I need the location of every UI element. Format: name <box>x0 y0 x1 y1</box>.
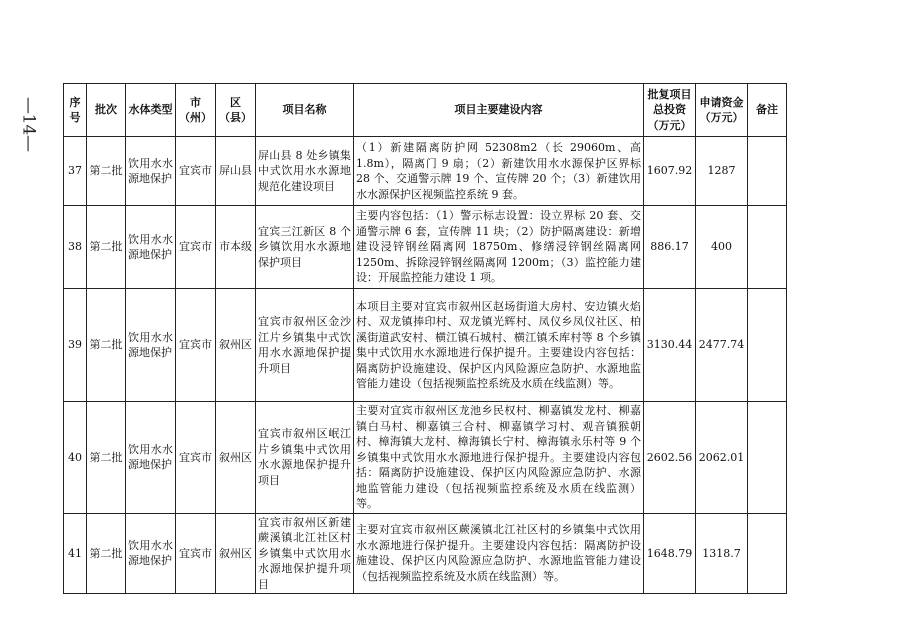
table-header-row <box>64 84 787 137</box>
cell-district: 叙州区 <box>216 289 256 402</box>
cell-no: 39 <box>64 289 87 402</box>
cell-approved-investment: 886.17 <box>644 206 696 289</box>
header-batch: 批次 <box>87 84 126 137</box>
cell-content: 本项目主要对宜宾市叙州区赵场街道大房村、安边镇火焰村、双龙镇捧印村、双龙镇光辉村、凤仪乡凤仪社区、柏溪街道武安村、横江镇石城村、横江镇禾库村等 8 个乡镇集中式饮用水水源地进行保护提升。主要建设内容包括：隔离防护设施建设、保护区内风险源应急防护、水源地监管能力建设（包括视频监控系统及水质在线监测）等。 <box>354 289 644 402</box>
cell-remarks <box>748 137 787 206</box>
table-row <box>64 513 787 594</box>
cell-content: 主要内容包括：（1）警示标志设置：设立界标 20 套、交通警示牌 6 套，宣传牌 11 块；（2）防护隔离建设：新增建设浸锌钢丝隔离网 18750m、修缮浸锌钢丝隔离网 1250m、拆除浸锌钢丝隔离网 1200m；（3）监控能力建设：开展监控能力建设 1 项。 <box>354 206 644 289</box>
cell-project-name: 宜宾市叙州区金沙江片乡镇集中式饮用水水源地保护提升项目 <box>256 289 354 402</box>
cell-project-name: 宜宾三江新区 8 个乡镇饮用水水源地保护项目 <box>256 206 354 289</box>
cell-approved-investment: 2602.56 <box>644 402 696 514</box>
cell-city: 宜宾市 <box>176 289 216 402</box>
cell-no: 37 <box>64 137 87 206</box>
header-city: 市（州） <box>176 84 216 137</box>
cell-content: （1）新建隔离防护网 52308m2（长 29060m、高 1.8m），隔离门 9 扇；（2）新建饮用水水源保护区界标 28 个、交通警示牌 19 个、宣传牌 20 个；（3）新建饮用水水源保护区视频监控系统 9 套。 <box>354 137 644 206</box>
table-row <box>64 137 787 206</box>
cell-batch: 第二批 <box>87 206 126 289</box>
cell-requested-funds: 400 <box>696 206 748 289</box>
cell-city: 宜宾市 <box>176 206 216 289</box>
cell-approved-investment: 1607.92 <box>644 137 696 206</box>
cell-requested-funds: 2062.01 <box>696 402 748 514</box>
cell-project-name: 宜宾市叙州区岷江片乡镇集中式饮用水水源地保护提升项目 <box>256 402 354 514</box>
header-district: 区（县） <box>216 84 256 137</box>
cell-project-name: 宜宾市叙州区新建蕨溪镇北江社区村乡镇集中式饮用水水源地保护提升项目 <box>256 513 354 594</box>
cell-water-type: 饮用水水源地保护 <box>126 206 176 289</box>
cell-city: 宜宾市 <box>176 513 216 594</box>
cell-district: 叙州区 <box>216 513 256 594</box>
table-row <box>64 206 787 289</box>
cell-city: 宜宾市 <box>176 402 216 514</box>
cell-district: 市本级 <box>216 206 256 289</box>
cell-water-type: 饮用水水源地保护 <box>126 513 176 594</box>
cell-approved-investment: 1648.79 <box>644 513 696 594</box>
cell-no: 41 <box>64 513 87 594</box>
page-number-value: 14 <box>18 113 39 136</box>
header-remarks: 备注 <box>748 84 787 137</box>
cell-water-type: 饮用水水源地保护 <box>126 289 176 402</box>
cell-project-name: 屏山县 8 处乡镇集中式饮用水水源地规范化建设项目 <box>256 137 354 206</box>
cell-no: 38 <box>64 206 87 289</box>
table-row <box>64 402 787 514</box>
cell-content: 主要对宜宾市叙州区龙池乡民权村、柳嘉镇发龙村、柳嘉镇白马村、柳嘉镇三合村、柳嘉镇学习村、观音镇猴朝村、樟海镇大龙村、樟海镇长宁村、樟海镇永乐村等 9 个乡镇集中式饮用水水源地进行保护提升。主要建设内容包括：隔离防护设施建设、保护区内风险源应急防护、水源地监管能力建设（包括视频监控系统及水质在线监测）等。 <box>354 402 644 514</box>
cell-water-type: 饮用水水源地保护 <box>126 137 176 206</box>
header-requested-funds: 申请资金（万元） <box>696 84 748 137</box>
header-water-type: 水体类型 <box>126 84 176 137</box>
header-project-name: 项目名称 <box>256 84 354 137</box>
cell-water-type: 饮用水水源地保护 <box>126 402 176 514</box>
page-number-dash-bottom: — <box>18 135 39 152</box>
cell-no: 40 <box>64 402 87 514</box>
cell-remarks <box>748 402 787 514</box>
cell-district: 叙州区 <box>216 402 256 514</box>
header-approved-investment: 批复项目总投资（万元） <box>644 84 696 137</box>
page-number-dash-top: — <box>18 97 39 114</box>
cell-batch: 第二批 <box>87 402 126 514</box>
cell-requested-funds: 1287 <box>696 137 748 206</box>
header-no: 序号 <box>64 84 87 137</box>
cell-content: 主要对宜宾市叙州区蕨溪镇北江社区村的乡镇集中式饮用水水源地进行保护提升。主要建设内容包括：隔离防护设施建设、保护区内风险源应急防护、水源地监管能力建设（包括视频监控系统及水质在线监测）等。 <box>354 513 644 594</box>
cell-batch: 第二批 <box>87 513 126 594</box>
cell-requested-funds: 1318.7 <box>696 513 748 594</box>
cell-remarks <box>748 513 787 594</box>
project-table <box>63 83 787 594</box>
table-row <box>64 289 787 402</box>
page-number <box>14 95 42 154</box>
cell-district: 屏山县 <box>216 137 256 206</box>
cell-batch: 第二批 <box>87 289 126 402</box>
cell-remarks <box>748 289 787 402</box>
header-content: 项目主要建设内容 <box>354 84 644 137</box>
cell-batch: 第二批 <box>87 137 126 206</box>
cell-city: 宜宾市 <box>176 137 216 206</box>
cell-requested-funds: 2477.74 <box>696 289 748 402</box>
cell-remarks <box>748 206 787 289</box>
cell-approved-investment: 3130.44 <box>644 289 696 402</box>
